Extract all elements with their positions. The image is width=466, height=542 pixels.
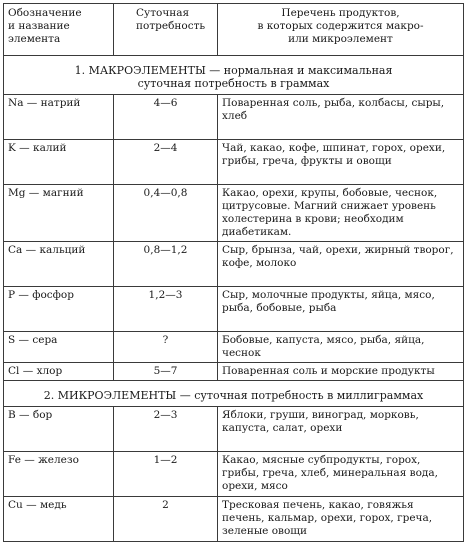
section-title-row: [4, 381, 464, 407]
header-row: [4, 4, 464, 56]
need-cell: 0,8—1,2: [114, 242, 218, 287]
need-cell: 2—4: [114, 140, 218, 185]
need-cell: 2: [114, 497, 218, 542]
products-cell: Поваренная соль, рыба, колбасы, сыры, хлеб: [218, 95, 464, 140]
need-cell: 0,4—0,8: [114, 185, 218, 242]
need-cell: ?: [114, 332, 218, 363]
header-element: [4, 4, 114, 56]
need-cell: 4—6: [114, 95, 218, 140]
table-row: [4, 363, 464, 381]
table-row: [4, 332, 464, 363]
section-title-row: [4, 56, 464, 95]
header-need-text: Суточная потребность: [136, 7, 206, 32]
element-cell: Ca — кальций: [4, 242, 114, 287]
products-cell: Яблоки, груши, виноград, морковь, капуста, салат, орехи: [218, 407, 464, 452]
table-row: [4, 185, 464, 242]
table-row: [4, 407, 464, 452]
products-cell: Сыр, молочные продукты, яйца, мясо, рыба, бобовые, рыба: [218, 287, 464, 332]
element-cell: S — сера: [4, 332, 114, 363]
micronutrient-table: [3, 3, 464, 542]
products-cell: Поваренная соль и морские продукты: [218, 363, 464, 381]
element-cell: K — калий: [4, 140, 114, 185]
products-cell: Какао, мясные субпродукты, горох, грибы, греча, хлеб, минеральная вода, орехи, мясо: [218, 452, 464, 497]
table-row: [4, 140, 464, 185]
element-cell: Cu — медь: [4, 497, 114, 542]
products-cell: Бобовые, капуста, мясо, рыба, яйца, чеснок: [218, 332, 464, 363]
table-row: [4, 287, 464, 332]
table-row: [4, 452, 464, 497]
products-cell: Какао, орехи, крупы, бобовые, чеснок, цитрусовые. Магний снижает уровень холестерина в крови; необходим диабетикам.: [218, 185, 464, 242]
section-title: 2. МИКРОЭЛЕМЕНТЫ — суточная потребность в миллиграммах: [4, 381, 464, 407]
header-need: [114, 4, 218, 56]
table-row: [4, 95, 464, 140]
products-cell: Сыр, брынза, чай, орехи, жирный творог, кофе, молоко: [218, 242, 464, 287]
table-row: [4, 242, 464, 287]
element-cell: Cl — хлор: [4, 363, 114, 381]
need-cell: 5—7: [114, 363, 218, 381]
element-cell: Na — натрий: [4, 95, 114, 140]
header-products-text: Перечень продуктов, в которых содержится макро- или микроэлемент: [257, 7, 424, 45]
header-element-text: Обозначение и название элемента: [8, 7, 82, 45]
element-cell: Mg — магний: [4, 185, 114, 242]
products-cell: Чай, какао, кофе, шпинат, горох, орехи, грибы, греча, фрукты и овощи: [218, 140, 464, 185]
table-row: [4, 497, 464, 542]
products-cell: Тресковая печень, какао, говяжья печень, кальмар, орехи, горох, греча, зеленые овощи: [218, 497, 464, 542]
need-cell: 1—2: [114, 452, 218, 497]
need-cell: 2—3: [114, 407, 218, 452]
element-cell: P — фосфор: [4, 287, 114, 332]
header-products: [218, 4, 464, 56]
element-cell: Fe — железо: [4, 452, 114, 497]
need-cell: 1,2—3: [114, 287, 218, 332]
element-cell: B — бор: [4, 407, 114, 452]
section-title: 1. МАКРОЭЛЕМЕНТЫ — нормальная и максимальная суточная потребность в граммах: [4, 56, 464, 95]
